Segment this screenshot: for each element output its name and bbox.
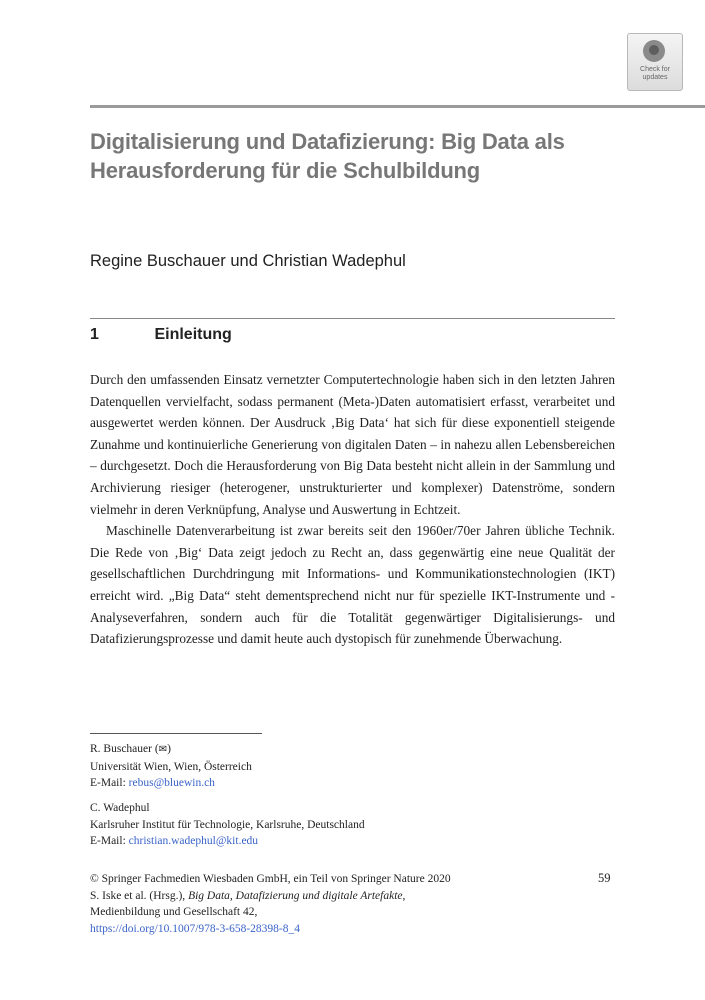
page-number: 59 (598, 871, 611, 885)
series-line: Medienbildung und Gesellschaft 42, (90, 906, 258, 918)
book-title: Big Data, Datafizierung und digitale Artefakte (188, 889, 403, 902)
paragraph-2: Maschinelle Datenverarbeitung ist zwar bereits seit den 1960er/70er Jahren übliche Technik. Die Rede von ‚Big‘ Data zeigt jedoch zu Recht an, dass gegenwärtig eine neue Qualität der gesellschaftlichen Durchdringung mit Informations- und Kommunikationstechnologien (IKT) erreicht wird. „Big Data“ steht dementsprechend nicht nur für spezielle IKT-Instrumente und -Analyseverfahren, sondern auch für die Totalität gegenwärtiger Digitalisierungs- und Datafizierungsprozesse und damit heute auch dystopisch für zunehmende Überwachung. (90, 523, 615, 647)
copyright-block: © Springer Fachmedien Wiesbaden GmbH, ein Teil von Springer Nature 2020 S. Iske et al. (Hrsg.), Big Data, Datafizierung und digitale Artefakte, Medienbildung und Gesellschaft 42, https://doi.org/10.1007/978-3-658-28398-8_4 (90, 871, 560, 937)
author-institution: Universität Wien, Wien, Österreich (90, 760, 252, 773)
email-link[interactable]: rebus@bluewin.ch (128, 777, 215, 789)
badge-label: Check for updates (640, 66, 670, 81)
author-name: C. Wadephul (90, 802, 150, 814)
body-text (90, 369, 615, 650)
author-affiliation-2 (90, 800, 540, 850)
top-rule (90, 105, 705, 108)
editors: S. Iske et al. (Hrsg.), (90, 889, 186, 902)
chapter-title: Digitalisierung und Datafizierung: Big Data als Herausforderung für die Schulbildung (90, 129, 565, 183)
email-label: E-Mail: (90, 835, 126, 847)
check-for-updates-badge[interactable] (627, 33, 683, 91)
doi-link[interactable]: https://doi.org/10.1007/978-3-658-28398-8_4 (90, 922, 300, 935)
crossmark-icon (643, 40, 665, 62)
chapter-authors: Regine Buschauer und Christian Wadephul (90, 252, 406, 270)
email-label: E-Mail: (90, 777, 126, 789)
paragraph-1: Durch den umfassenden Einsatz vernetzter Computertechnologie haben sich in den letzten Jahren Datenquellen vervielfacht, sodass permanent (Meta-)Daten automatisiert erfasst, verarbeitet und ausgewertet werden können. Der Ausdruck ‚Big Data‘ hat sich für diese exponentiell steigende Zunahme und kontinuierliche Generierung von digitalen Daten – in nahezu allen Lebensbereichen – durchgesetzt. Doch die Herausforderung von Big Data besteht nicht allein in der Sammlung und Archivierung riesiger (heterogener, unstrukturierter und komplexer) Datenströme, sondern vielmehr in deren Verknüpfung, Analyse und Auswertung in Echtzeit. (90, 372, 615, 517)
author-institution: Karlsruher Institut für Technologie, Karlsruhe, Deutschland (90, 818, 365, 831)
email-link[interactable]: christian.wadephul@kit.edu (128, 835, 259, 847)
author-name: R. Buschauer (90, 743, 152, 755)
section-rule (90, 318, 615, 319)
copyright-line: © Springer Fachmedien Wiesbaden GmbH, ein Teil von Springer Nature 2020 (90, 873, 451, 885)
section-heading (90, 326, 615, 344)
mail-icon[interactable]: ✉ (158, 744, 168, 755)
footnote-rule (90, 733, 262, 734)
author-affiliation-1: R. Buschauer (✉) Universität Wien, Wien, Österreich E-Mail: rebus@bluewin.ch (90, 741, 540, 792)
section-number: 1 (90, 326, 99, 343)
section-title: Einleitung (154, 326, 232, 343)
